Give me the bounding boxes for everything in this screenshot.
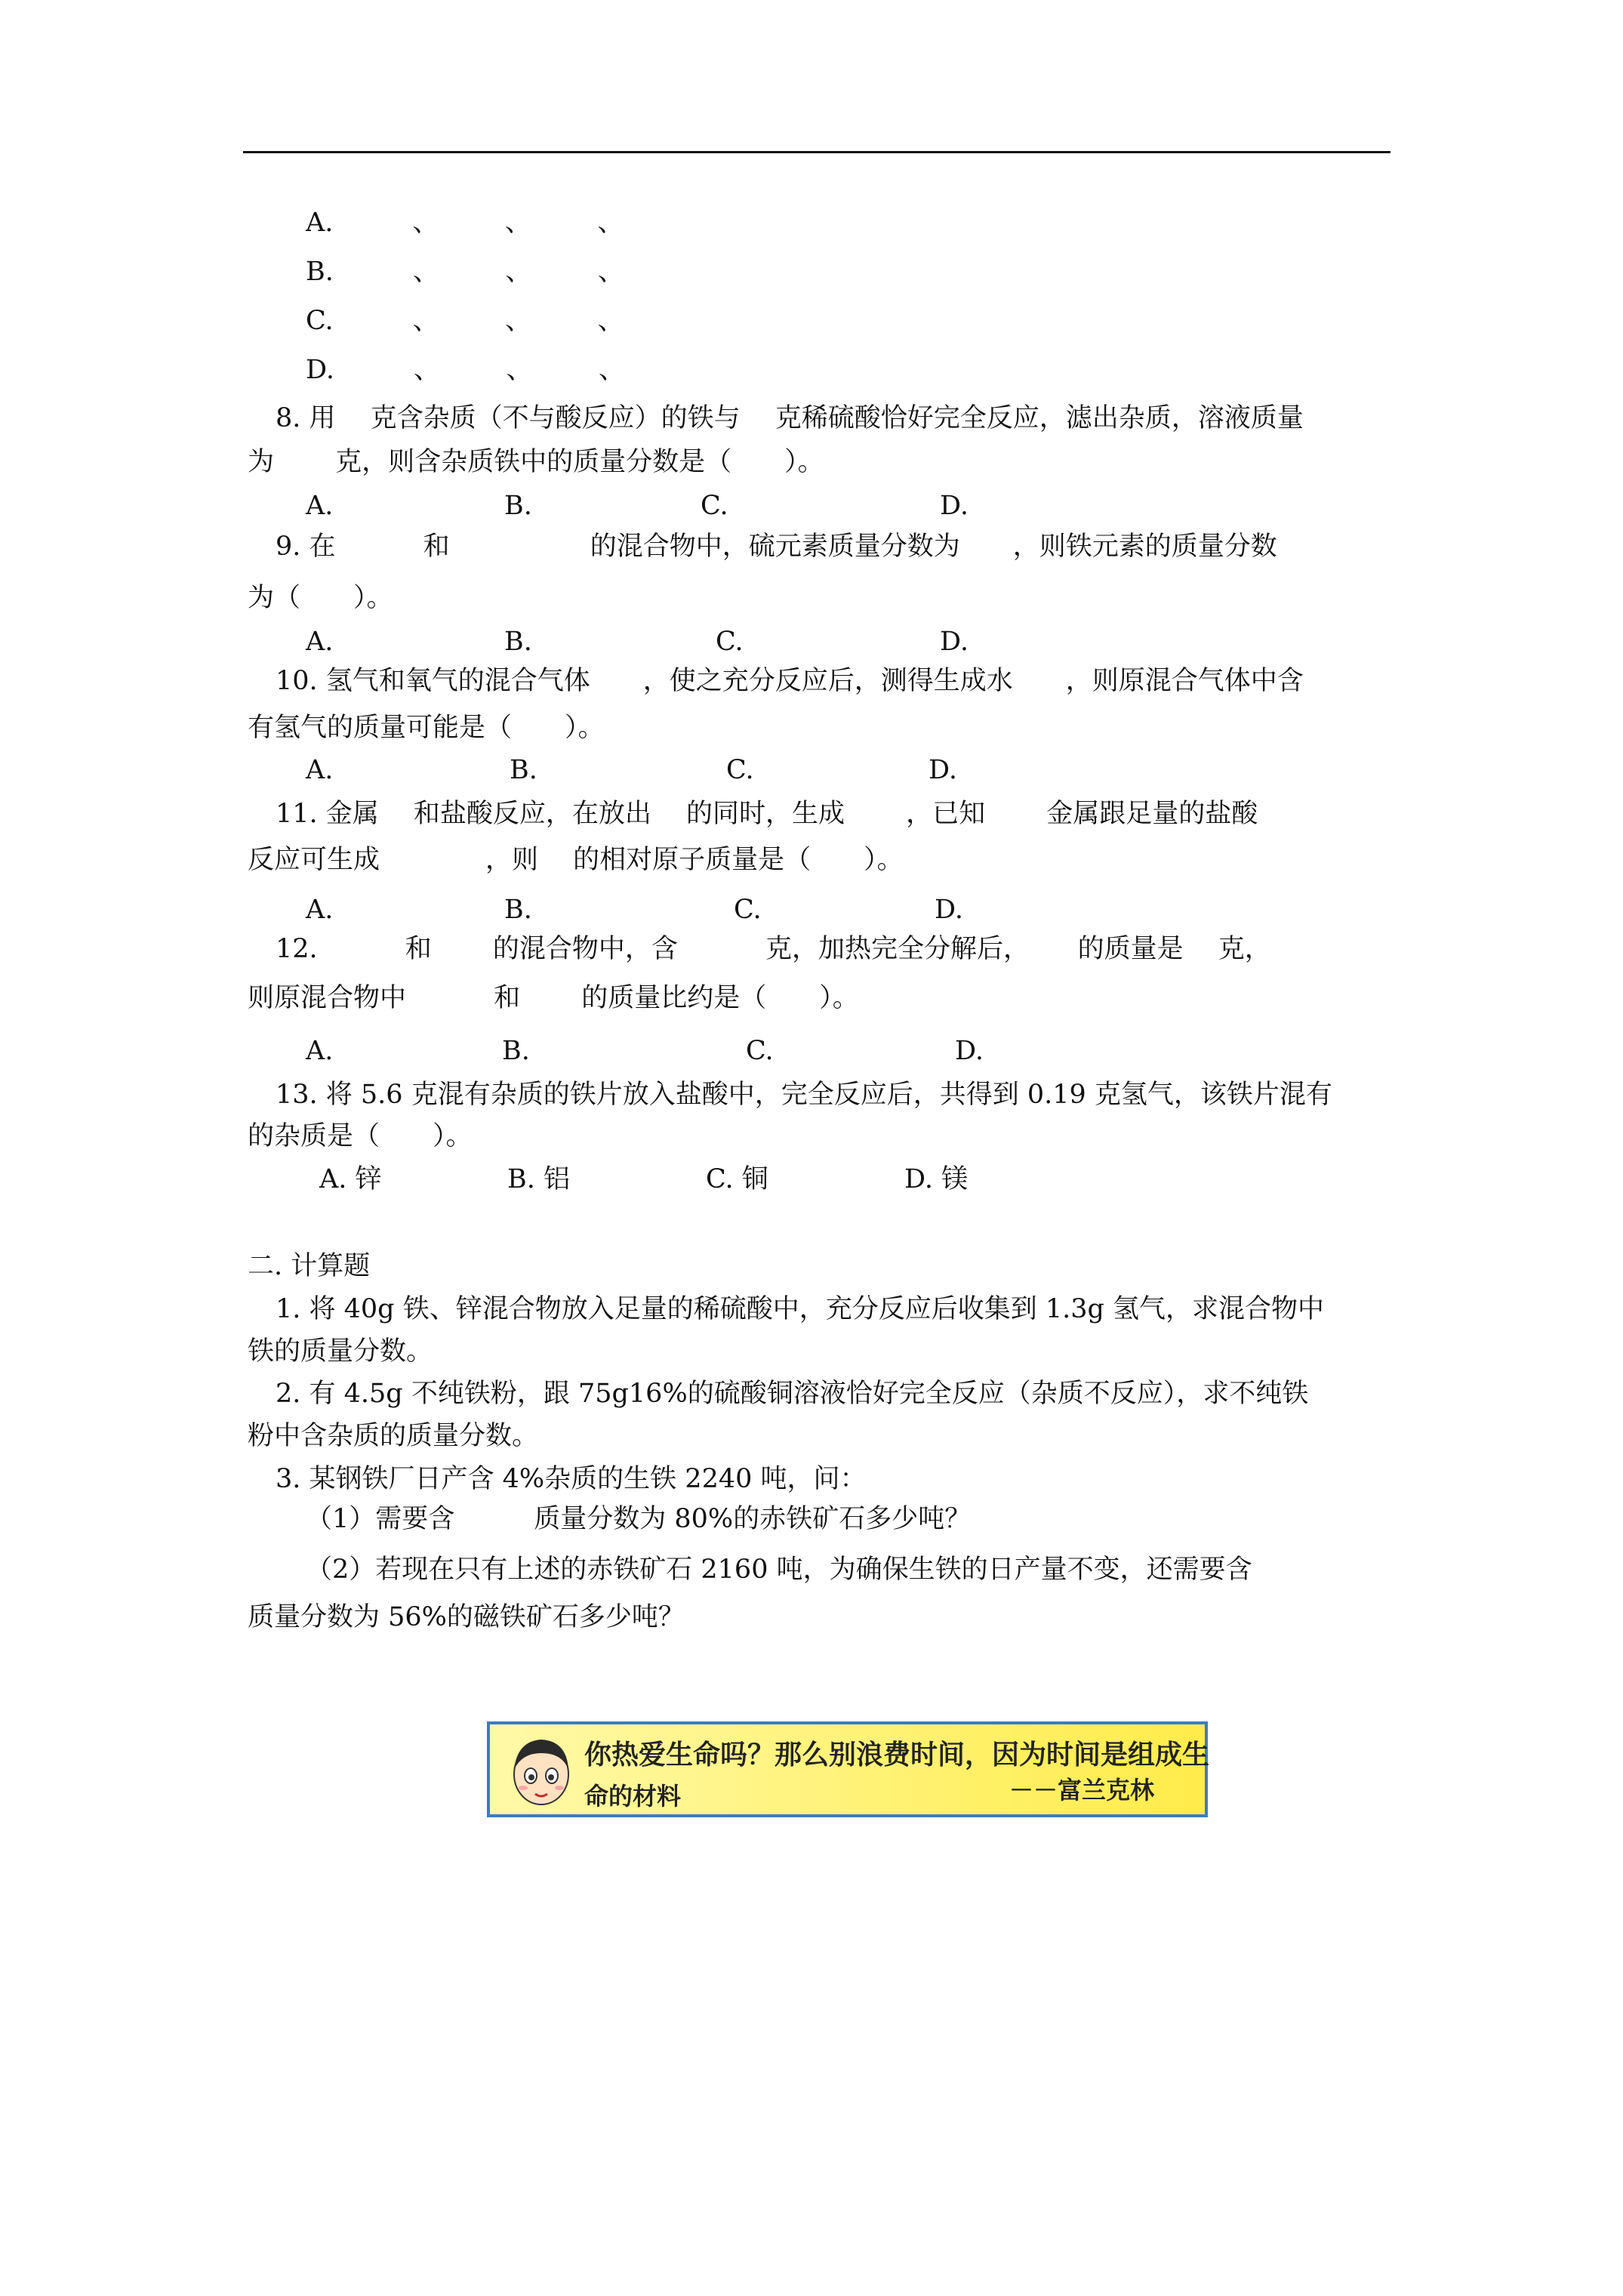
q10-option-a: A.	[306, 755, 334, 785]
quote-author: －－富兰克林	[1009, 1776, 1155, 1804]
q11-option-d: D.	[935, 895, 963, 925]
q9-stem-line1: 9. 在 和 的混合物中，硫元素质量分数为 ，则铁元素的质量分数	[276, 532, 1277, 562]
q11-stem-line1: 11. 金属 和盐酸反应，在放出 的同时，生成 ，已知 金属跟足量的盐酸	[276, 799, 1258, 829]
problem-3-sub2-cont: 质量分数为 56%的磁铁矿石多少吨？	[248, 1602, 685, 1632]
q10-stem-line1: 10. 氢气和氧气的混合气体 ，使之充分反应后，测得生成水 ，则原混合气体中含	[276, 666, 1304, 696]
q7-option-b: B. 、 、 、	[306, 257, 624, 287]
section-heading: 二. 计算题	[248, 1251, 371, 1281]
problem-1-line2: 铁的质量分数。	[248, 1336, 433, 1367]
q7-option-a: A. 、 、 、	[306, 208, 624, 238]
q10-stem-line2: 有氢气的质量可能是（ ）。	[248, 713, 605, 743]
q12-option-d: D.	[955, 1036, 984, 1066]
q11-option-c: C.	[734, 895, 762, 925]
q11-stem-line2: 反应可生成 ，则 的相对原子质量是（ ）。	[248, 845, 904, 875]
q9-option-b: B.	[504, 627, 532, 657]
quote-line-2: 命的材料	[584, 1782, 682, 1811]
q8-option-c: C.	[701, 491, 728, 521]
q8-stem-line2: 为 克，则含杂质铁中的质量分数是（ ）。	[248, 447, 824, 477]
q12-option-b: B.	[502, 1036, 530, 1066]
problem-2-line2: 粉中含杂质的质量分数。	[248, 1421, 539, 1451]
q8-option-d: D.	[940, 491, 969, 521]
q13-option-b: B. 铝	[507, 1164, 570, 1194]
q11-option-b: B.	[504, 895, 532, 925]
q10-option-b: B.	[510, 755, 537, 785]
q13-option-a: A. 锌	[319, 1164, 382, 1194]
q12-option-a: A.	[306, 1036, 334, 1066]
problem-2-line1: 2. 有 4.5g 不纯铁粉，跟 75g16%的硫酸铜溶液恰好完全反应（杂质不反应），求不纯铁	[276, 1379, 1309, 1409]
q12-option-c: C.	[746, 1036, 774, 1066]
q13-option-c: C. 铜	[706, 1164, 768, 1194]
q12-stem-line1: 12. 和 的混合物中，含 克，加热完全分解后， 的质量是 克，	[276, 934, 1271, 964]
quote-line-1: 你热爱生命吗？那么别浪费时间，因为时间是组成生	[584, 1740, 1210, 1771]
quote-banner	[487, 1721, 1208, 1817]
q8-stem-line1: 8. 用 克含杂质（不与酸反应）的铁与 克稀硫酸恰好完全反应，滤出杂质，溶液质量	[276, 403, 1304, 433]
problem-3-sub1: （1）需要含 质量分数为 80%的赤铁矿石多少吨？	[306, 1504, 972, 1534]
q7-option-d: D. 、 、 、	[306, 355, 625, 385]
q8-option-b: B.	[504, 491, 532, 521]
q9-option-d: D.	[940, 627, 969, 657]
cartoon-boy-icon	[504, 1730, 579, 1814]
q11-option-a: A.	[306, 895, 334, 925]
q13-stem-line1: 13. 将 5.6 克混有杂质的铁片放入盐酸中，完全反应后，共得到 0.19 克氢气，该铁片混有	[276, 1080, 1332, 1110]
q13-option-d: D. 镁	[904, 1164, 969, 1194]
q12-stem-line2: 则原混合物中 和 的质量比约是（ ）。	[248, 983, 859, 1013]
q13-stem-line2: 的杂质是（ ）。	[248, 1121, 473, 1151]
q8-option-a: A.	[306, 491, 334, 521]
q10-option-d: D.	[929, 755, 957, 785]
q7-option-c: C. 、 、 、	[306, 306, 624, 336]
problem-1-line1: 1. 将 40g 铁、锌混合物放入足量的稀硫酸中，充分反应后收集到 1.3g 氢气，求混合物中	[276, 1294, 1325, 1324]
q10-option-c: C.	[726, 755, 754, 785]
q9-option-a: A.	[306, 627, 334, 657]
header-rule	[243, 151, 1390, 153]
q9-option-c: C.	[716, 627, 744, 657]
q9-stem-line2: 为（ ）。	[248, 583, 393, 613]
problem-3-sub2: （2）若现在只有上述的赤铁矿石 2160 吨，为确保生铁的日产量不变，还需要含	[306, 1555, 1252, 1585]
problem-3-line1: 3. 某钢铁厂日产含 4%杂质的生铁 2240 吨，问：	[276, 1464, 867, 1494]
